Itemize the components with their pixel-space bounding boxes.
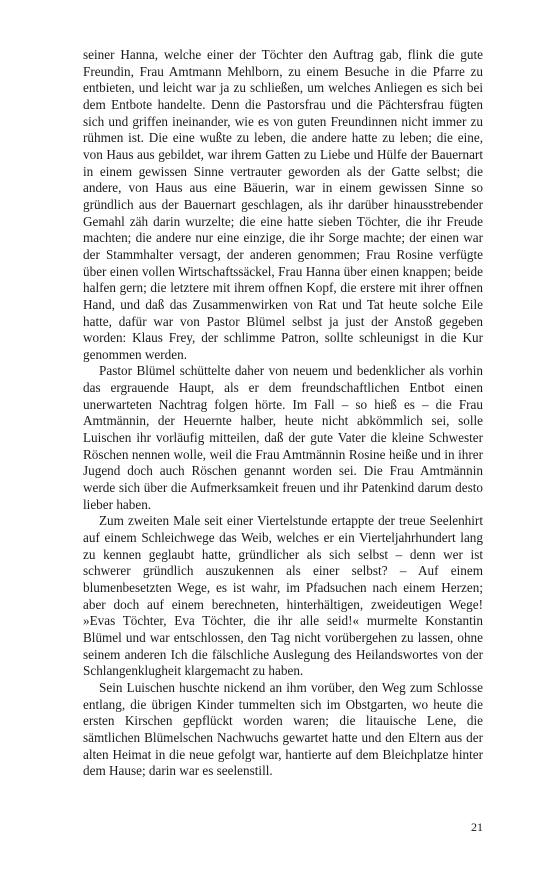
paragraph-1: seiner Hanna, welche einer der Töchter den Auftrag gab, flink die gute Freundin, Frau Amtmann Mehlborn, zu einem Besuche in die Pfarre zu entbieten, und leicht war ja zu schließen, um welches Anliegen es sich bei dem Entbote handelte. Denn die Pastorsfrau und die Pächtersfrau fügten sich und griffen ineinander, wie es von guten Freundinnen nicht immer zu rühmen ist. Die eine wußte zu leben, die andere hatte zu leben; die eine, von Haus aus gebildet, war ihrem Gatten zu Liebe und Hülfe der Bauernart in einem gewissen Sinne vertrauter geworden als der Gatte selbst; die andere, von Haus aus eine Bäuerin, war in einem gewissen Sinne so gründlich aus der Bauernart geschlagen, als ihr darüber hinausstrebender Gemahl zäh darin wurzelte; die eine hatte sieben Töchter, die ihr Freude machten; die andere nur eine einzige, die ihr Sorge machte; der einen war der Stammhalter versagt, der anderen genommen; Frau Rosine verfügte über einen vollen Wirtschaftssäckel, Frau Hanna über einen knappen; beide halfen gern; die letztere mit ihrem offnen Kopf, die erstere mit ihrer offnen Hand, und daß das Zusammenwirken von Rat und Tat heute solche Eile hatte, dafür war von Pastor Blümel selbst ja just der Anstoß gegeben worden: Klaus Frey, der schlimme Patron, sollte schleunigst in die Kur genommen werden. xyxy=(83,47,483,362)
paragraph-4: Sein Luischen huschte nickend an ihm vorüber, den Weg zum Schlosse entlang, die übrigen Kinder tummelten sich im Obstgarten, wo heute die ersten Kirschen gepflückt worden waren; die litauische Lene, die sämtlichen Blümelschen Nachwuchs gewartet hatte und den Eltern aus der alten Heimat in die neue gefolgt war, hantierte auf dem Bleichplatze hinter dem Hause; darin war es seelenstill. xyxy=(83,679,483,779)
page-number: 21 xyxy=(471,820,483,834)
body-text xyxy=(83,47,483,780)
paragraph-3: Zum zweiten Male seit einer Viertelstunde ertappte der treue Seelenhirt auf einem Schleichwege das Weib, welches er ein Vierteljahrhundert lang zu kennen geglaubt hatte, gründlicher als sich selbst – denn wer ist schwerer gründlich auszukennen als einer selbst? – Auf einem blumenbesetzten Wege, es ist wahr, im Pfadsuchen nach einem Herzen; aber doch auf einem berechneten, hinterhältigen, zweideutigen Wege! »Evas Töchter, Eva Töchter, die ihr alle seid!« murmelte Konstantin Blümel und war entschlossen, den Tag nicht vorübergehen zu lassen, ohne seinem anderen Ich die fälschliche Auslegung des Heilandswortes von der Schlangenklugheit klargemacht zu haben. xyxy=(83,513,483,679)
paragraph-2: Pastor Blümel schüttelte daher von neuem und bedenklicher als vorhin das ergrauende Haupt, als er dem freundschaftlichen Entbot einen unerwarteten Nachtrag folgen hörte. Im Fall – so hieß es – die Frau Amtmännin, der Heuernte halber, heute nicht abkömmlich sei, solle Luischen ihr vorläufig mitteilen, daß der gute Vater die kleine Schwester Röschen nennen wolle, weil die Frau Amtmännin Rosine heiße und in ihrer Jugend doch auch Röschen genannt worden sei. Die Frau Amtmännin werde sich über die Aufmerksamkeit freuen und ihr Patenkind darum desto lieber haben. xyxy=(83,363,483,512)
